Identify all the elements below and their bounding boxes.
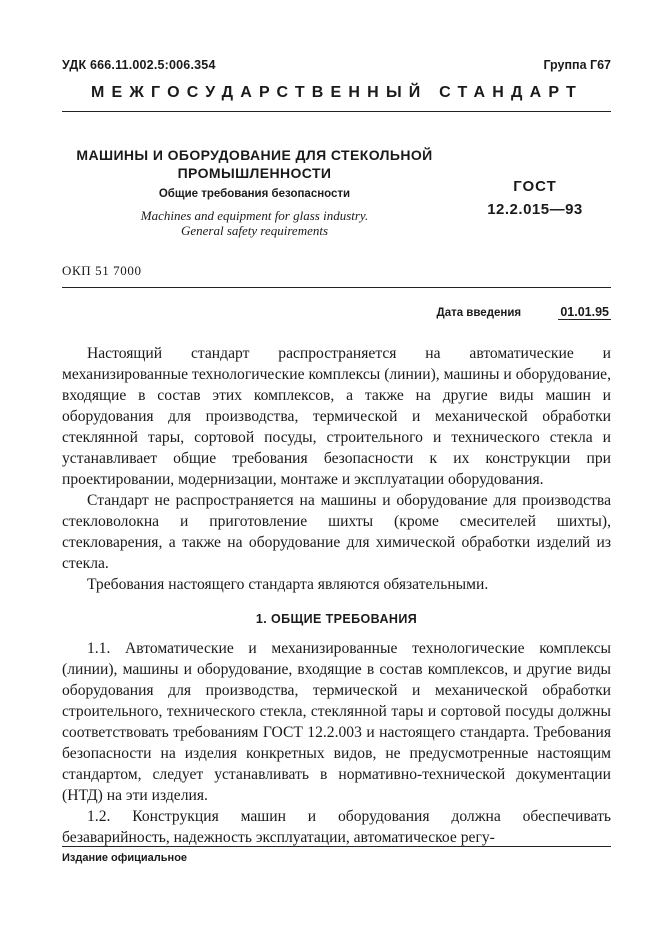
body-text — [62, 343, 611, 848]
english-title-line-1: Machines and equipment for glass industry. — [140, 208, 369, 223]
standard-type-heading: МЕЖГОСУДАРСТВЕННЫЙ СТАНДАРТ — [91, 84, 583, 101]
scope-paragraph: Настоящий стандарт распространяется на автоматические и механизированные технологические комплексы (линии), машины и оборудование, входящие в состав этих комплексов, а также на другие виды машин и оборудования для производства, термической и механической обработки стеклянной тары, сортовой посуды, строительного и технического стекла и устанавливает общие требования безопасности к их конструкции при проектировании, модернизации, монтаже и эксплуатации оборудования. — [62, 345, 611, 488]
introduction-date-value: 01.01.95 — [560, 305, 609, 319]
middle-divider — [62, 287, 611, 288]
edition-note: Издание официальное — [62, 852, 188, 864]
introduction-date — [437, 305, 612, 319]
introduction-date-label: Дата введения — [436, 307, 522, 319]
bottom-divider — [62, 846, 611, 847]
top-divider — [62, 111, 611, 112]
document-subtitle: Общие требования безопасности — [158, 188, 351, 200]
english-title-line-2: General safety requirements — [180, 223, 329, 238]
gost-number: 12.2.015—93 — [487, 201, 583, 218]
gost-label: ГОСТ — [513, 178, 557, 195]
section-heading: 1. ОБЩИЕ ТРЕБОВАНИЯ — [255, 612, 418, 626]
clause-1-2: 1.2. Конструкция машин и оборудования должна обеспечивать безаварийность, надежность эксплуатации, автоматическое регу- — [62, 808, 611, 846]
document-title: МАШИНЫ И ОБОРУДОВАНИЕ ДЛЯ СТЕКОЛЬНОЙ ПРОМЫШЛЕННОСТИ — [76, 147, 433, 181]
group-code: Группа Г67 — [543, 58, 611, 72]
english-title — [62, 208, 447, 238]
mandatory-paragraph: Требования настоящего стандарта являются обязательными. — [87, 576, 489, 593]
gost-designation — [470, 178, 600, 218]
exclusion-paragraph: Стандарт не распространяется на машины и оборудование для производства стекловолокна и приготовление шихты (кроме смесителей шихты), стекловарения, а также на оборудование для химической обработки изделий из стекла. — [62, 492, 611, 572]
okp-code: ОКП 51 7000 — [62, 263, 142, 278]
title-block — [62, 146, 447, 238]
udk-code: УДК 666.11.002.5:006.354 — [62, 58, 216, 72]
clause-1-1: 1.1. Автоматические и механизированные технологические комплексы (линии), машины и оборудование, входящие в состав комплексов, и другие виды оборудования для производства, термической и механической обработки строительного, технического стекла, стеклянной тары и сортовой посуды должны соответствовать требованиям ГОСТ 12.2.003 и настоящего стандарта. Требования безопасности на изделия конкретных видов, не предусмотренные настоящим стандартом, следует устанавливать в нормативно-технической документации (НТД) на эти изделия. — [62, 640, 611, 804]
